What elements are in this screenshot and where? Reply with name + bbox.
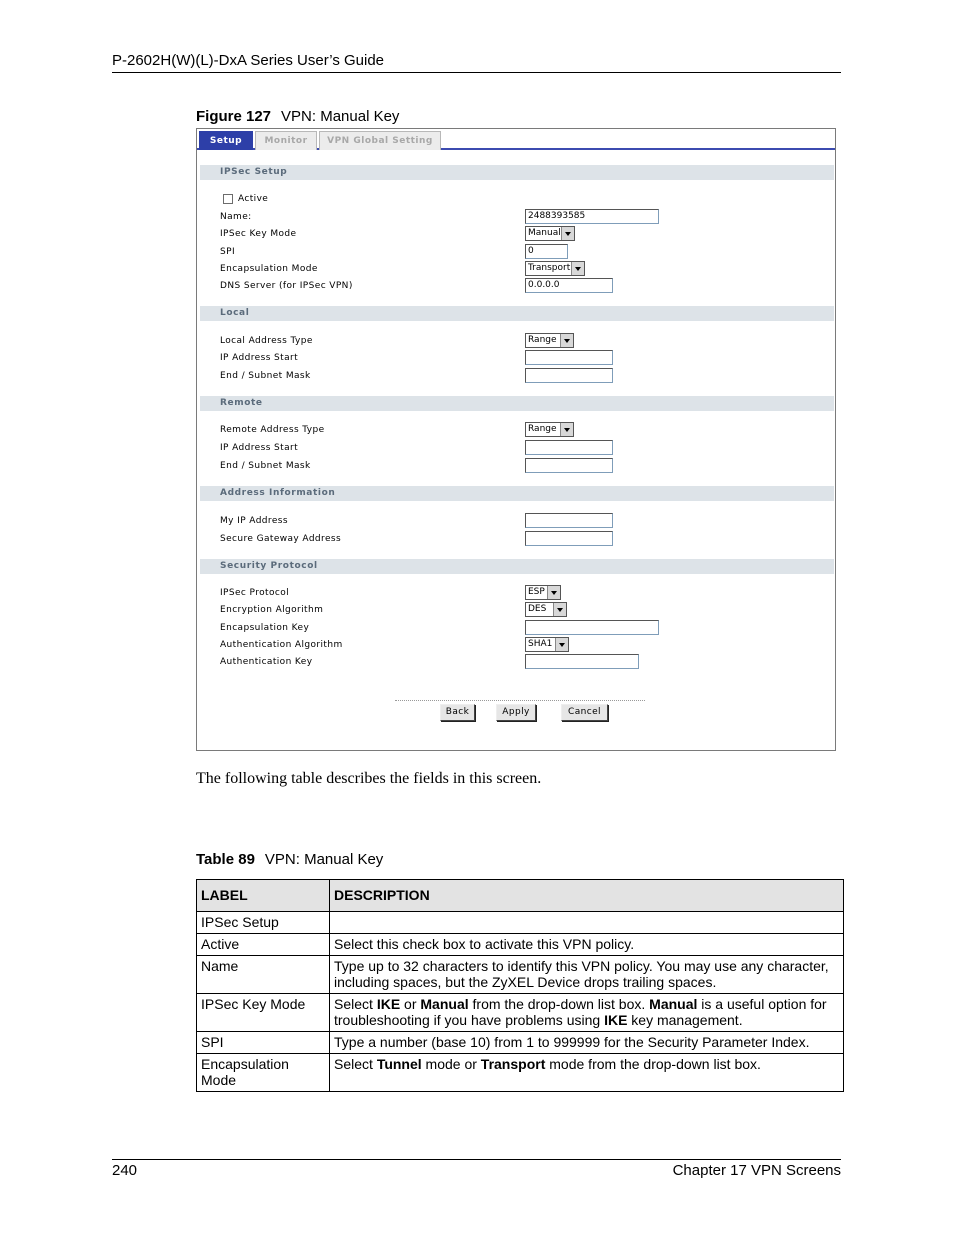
authentication-key-label: Authentication Key <box>220 657 313 667</box>
encryption-algorithm-label: Encryption Algorithm <box>220 605 324 615</box>
encapsulation-mode-select[interactable] <box>525 261 585 276</box>
dns-server-label: DNS Server (for IPSec VPN) <box>220 281 353 291</box>
row-description: Select this check box to activate this VPN policy. <box>330 934 844 956</box>
header-description: DESCRIPTION <box>330 880 844 912</box>
chevron-down-icon <box>555 638 568 651</box>
chapter-title: Chapter 17 VPN Screens <box>672 1162 841 1179</box>
row-description: Select IKE or Manual from the drop-down list box. Manual is a useful option for troubleshooting if you have problems using IKE key management. <box>330 994 844 1032</box>
encapsulation-key-label: Encapsulation Key <box>220 623 310 633</box>
active-label: Active <box>238 194 269 204</box>
row-label: IPSec Setup <box>197 912 330 934</box>
apply-button[interactable]: Apply <box>496 704 536 721</box>
dns-server-input[interactable]: 0.0.0.0 <box>525 278 613 293</box>
figure-caption <box>196 108 399 125</box>
section-address-information: Address Information <box>200 486 834 501</box>
section-local: Local <box>200 306 834 321</box>
name-input[interactable]: 2488393585 <box>525 209 659 224</box>
table-caption <box>196 851 383 868</box>
active-checkbox[interactable] <box>223 194 233 204</box>
authentication-algorithm-label: Authentication Algorithm <box>220 640 343 650</box>
local-ip-start-input[interactable] <box>525 350 613 365</box>
authentication-algorithm-value: SHA1 <box>528 639 553 649</box>
chevron-down-icon <box>547 586 560 599</box>
remote-end-mask-label: End / Subnet Mask <box>220 461 311 471</box>
my-ip-address-input[interactable] <box>525 513 613 528</box>
encapsulation-mode-value: Transport <box>528 263 571 273</box>
ipsec-key-mode-label: IPSec Key Mode <box>220 229 297 239</box>
table-row <box>197 1032 844 1054</box>
row-label: Encapsulation Mode <box>197 1054 330 1092</box>
button-divider <box>395 700 645 701</box>
chevron-down-icon <box>560 334 573 347</box>
secure-gateway-label: Secure Gateway Address <box>220 534 342 544</box>
vpn-manual-key-screenshot <box>196 128 836 751</box>
page-number: 240 <box>112 1162 138 1179</box>
description-table <box>196 879 844 1092</box>
row-description <box>330 912 844 934</box>
secure-gateway-input[interactable] <box>525 531 613 546</box>
remote-address-type-label: Remote Address Type <box>220 425 325 435</box>
ipsec-key-mode-select[interactable] <box>525 226 575 241</box>
header-label: LABEL <box>197 880 330 912</box>
local-end-mask-input[interactable] <box>525 368 613 383</box>
row-description: Select Tunnel mode or Transport mode from the drop-down list box. <box>330 1054 844 1092</box>
chevron-down-icon <box>561 227 574 240</box>
row-label: Name <box>197 956 330 994</box>
figure-title: VPN: Manual Key <box>281 108 400 125</box>
table-number: Table 89 <box>196 851 255 868</box>
ipsec-protocol-label: IPSec Protocol <box>220 588 290 598</box>
remote-address-type-value: Range <box>528 424 557 434</box>
table-row <box>197 994 844 1032</box>
tab-setup[interactable]: Setup <box>199 131 253 150</box>
remote-ip-start-label: IP Address Start <box>220 443 299 453</box>
encryption-algorithm-select[interactable] <box>525 602 567 617</box>
local-ip-start-label: IP Address Start <box>220 353 299 363</box>
local-address-type-label: Local Address Type <box>220 336 313 346</box>
footer-rule <box>112 1159 841 1160</box>
authentication-key-input[interactable] <box>525 654 639 669</box>
encapsulation-key-input[interactable] <box>525 620 659 635</box>
tab-monitor[interactable]: Monitor <box>255 131 317 150</box>
encapsulation-mode-label: Encapsulation Mode <box>220 264 318 274</box>
document-header-title: P-2602H(W)(L)-DxA Series User’s Guide <box>112 52 385 69</box>
ipsec-protocol-select[interactable] <box>525 585 561 600</box>
section-security-protocol: Security Protocol <box>200 559 834 574</box>
active-checkbox-row <box>223 193 268 205</box>
my-ip-address-label: My IP Address <box>220 516 288 526</box>
cancel-button[interactable]: Cancel <box>561 704 608 721</box>
table-header-row <box>197 880 844 912</box>
chevron-down-icon <box>571 262 584 275</box>
section-remote: Remote <box>200 396 834 411</box>
row-label: SPI <box>197 1032 330 1054</box>
section-ipsec-setup: IPSec Setup <box>200 165 834 180</box>
intro-paragraph: The following table describes the fields in this screen. <box>196 770 542 787</box>
ipsec-protocol-value: ESP <box>528 587 545 597</box>
remote-address-type-select[interactable] <box>525 422 574 437</box>
spi-label: SPI <box>220 247 235 257</box>
table-title: VPN: Manual Key <box>264 851 384 868</box>
header-rule <box>112 72 841 73</box>
row-description: Type a number (base 10) from 1 to 999999 for the Security Parameter Index. <box>330 1032 844 1054</box>
name-label: Name: <box>220 212 252 222</box>
back-button[interactable]: Back <box>440 704 475 721</box>
row-label: IPSec Key Mode <box>197 994 330 1032</box>
table-row <box>197 956 844 994</box>
encryption-algorithm-value: DES <box>528 604 547 614</box>
local-address-type-value: Range <box>528 335 557 345</box>
local-end-mask-label: End / Subnet Mask <box>220 371 311 381</box>
figure-number: Figure 127 <box>196 108 272 125</box>
row-description: Type up to 32 characters to identify this VPN policy. You may use any character, including spaces, but the ZyXEL Device drops trailing spaces. <box>330 956 844 994</box>
table-row <box>197 934 844 956</box>
spi-input[interactable]: 0 <box>525 244 568 259</box>
table-row <box>197 912 844 934</box>
local-address-type-select[interactable] <box>525 333 574 348</box>
ipsec-key-mode-value: Manual <box>528 228 561 238</box>
authentication-algorithm-select[interactable] <box>525 637 569 652</box>
chevron-down-icon <box>560 423 573 436</box>
tab-bar <box>197 129 835 150</box>
remote-ip-start-input[interactable] <box>525 440 613 455</box>
row-label: Active <box>197 934 330 956</box>
remote-end-mask-input[interactable] <box>525 458 613 473</box>
chevron-down-icon <box>553 603 566 616</box>
tab-vpn-global-setting[interactable]: VPN Global Setting <box>319 131 441 150</box>
table-row <box>197 1054 844 1092</box>
